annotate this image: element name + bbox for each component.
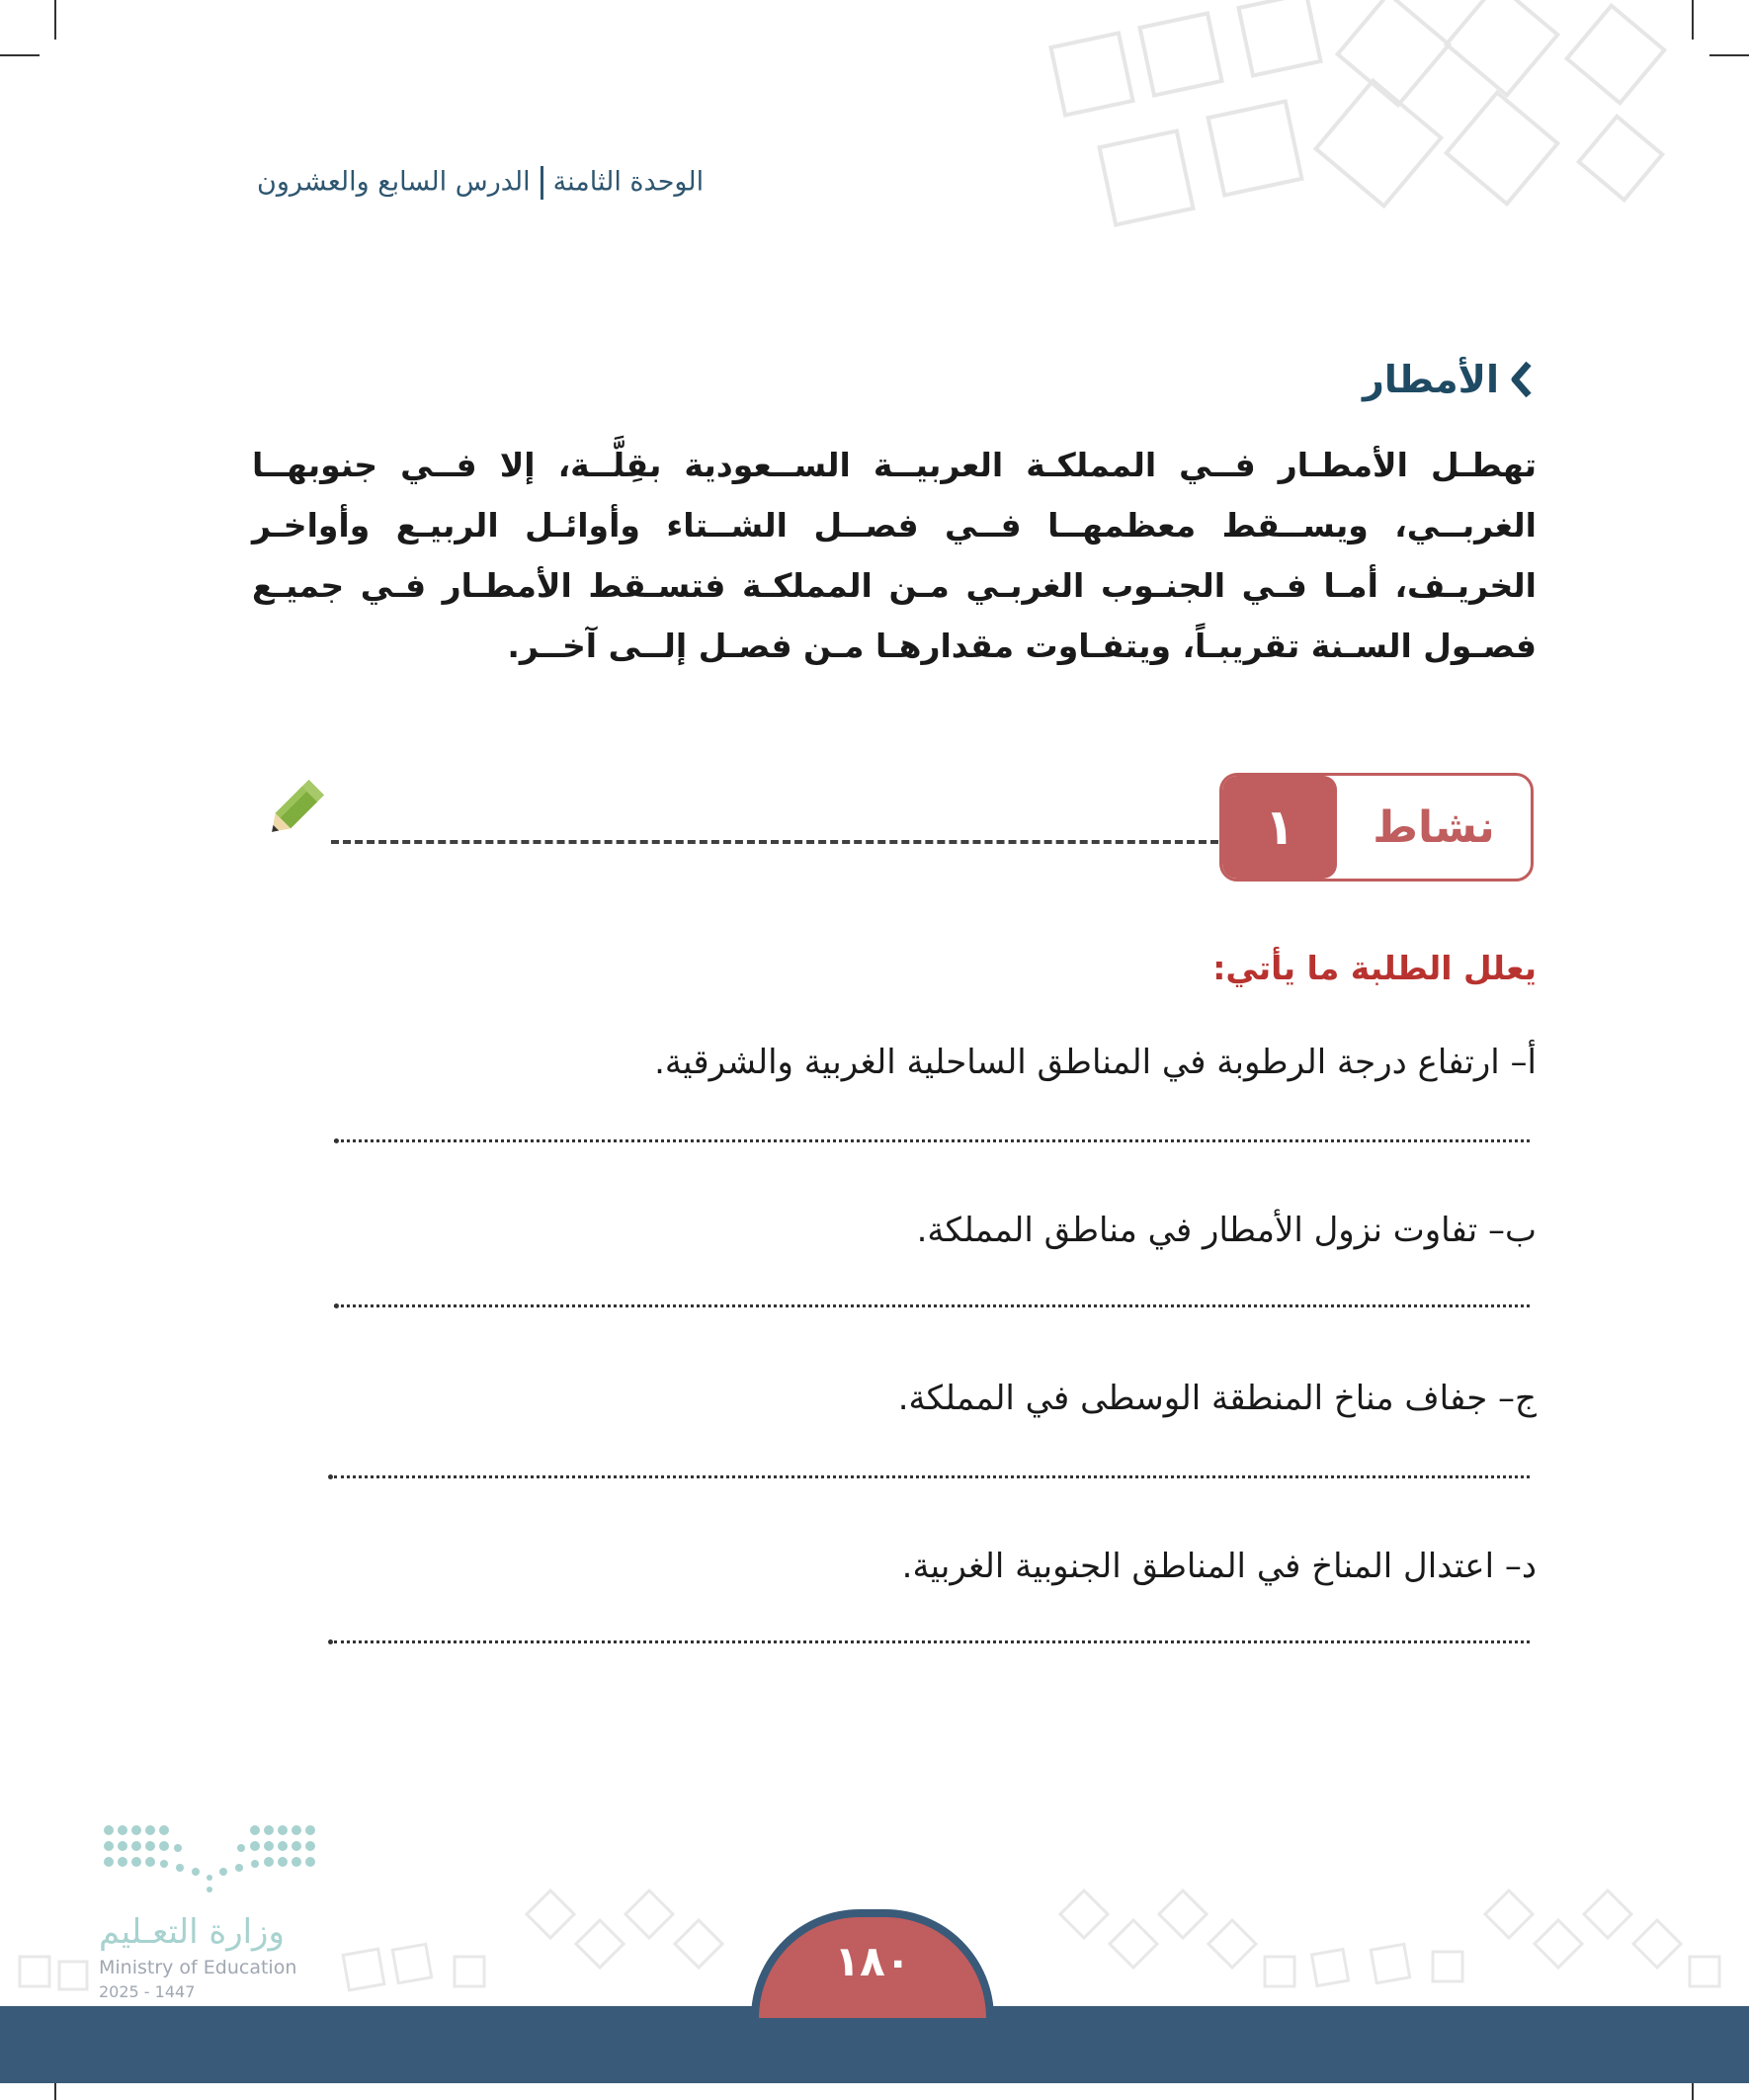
pencil-icon: [259, 776, 328, 845]
section-paragraph: تهطـل الأمطـار فــي المملكـة العربيــة الســعودية بقِلَّــة، إلا فــي جنوبهــا الغربــي، ويســقط معظمهــا فــي فصــل الشــتاء وأوائـل الربيـع وأواخـر الخريـف، أمـا فـي الجنـوب الغربـي مـن المملكـة فتسـقط الأمطـار فـي جميـع فصـول السـنة تقريبـاً، ويتفـاوت مقدارهـا مـن فصـل إلــى آخــر.: [252, 446, 1537, 665]
decorative-pattern: [1028, 0, 1709, 267]
page-number: ١٨٠: [834, 1937, 911, 1985]
header-unit: الوحدة الثامنة: [552, 166, 705, 198]
answer-line[interactable]: [334, 1475, 1530, 1478]
ministry-name-arabic: وزارة التعـليم: [99, 1912, 285, 1952]
question-item: ب– تفاوت نزول الأمطار في مناطق المملكة.: [916, 1211, 1537, 1250]
activity-instruction: يعلل الطلبة ما يأتي:: [1212, 949, 1537, 987]
answer-line[interactable]: [334, 1139, 1530, 1142]
edition-year: 2025 - 1447: [99, 1982, 196, 2001]
question-item: د– اعتدال المناخ في المناطق الجنوبية الغربية.: [901, 1547, 1537, 1586]
question-item: أ– ارتفاع درجة الرطوبة في المناطق الساحلية الغربية والشرقية.: [654, 1043, 1537, 1082]
header-lesson: الدرس السابع والعشرون: [257, 166, 531, 198]
activity-label: نشاط: [1373, 801, 1495, 853]
question-item: ج– جفاف مناخ المنطقة الوسطى في المملكة.: [897, 1379, 1537, 1418]
chevron-left-icon: [1507, 360, 1537, 399]
answer-line[interactable]: [334, 1304, 1530, 1307]
answer-line-end-dot: [334, 1138, 339, 1143]
ministry-logo-icon: [99, 1818, 321, 1897]
page-header: [257, 166, 791, 200]
answer-line[interactable]: [334, 1640, 1530, 1643]
answer-line-end-dot: [328, 1639, 333, 1644]
section-title: [1363, 358, 1537, 401]
section-title-label: الأمطار: [1362, 358, 1499, 401]
activity-number: ١: [1222, 776, 1337, 879]
crop-mark: [54, 0, 56, 40]
crop-mark: [1709, 54, 1749, 56]
answer-line-end-dot: [334, 1303, 339, 1308]
crop-mark: [0, 54, 40, 56]
header-separator: [541, 166, 543, 200]
activity-badge: [1219, 773, 1534, 882]
answer-line-end-dot: [328, 1474, 333, 1479]
ministry-name-english: Ministry of Education: [99, 1957, 297, 1978]
activity-divider: [331, 840, 1218, 844]
